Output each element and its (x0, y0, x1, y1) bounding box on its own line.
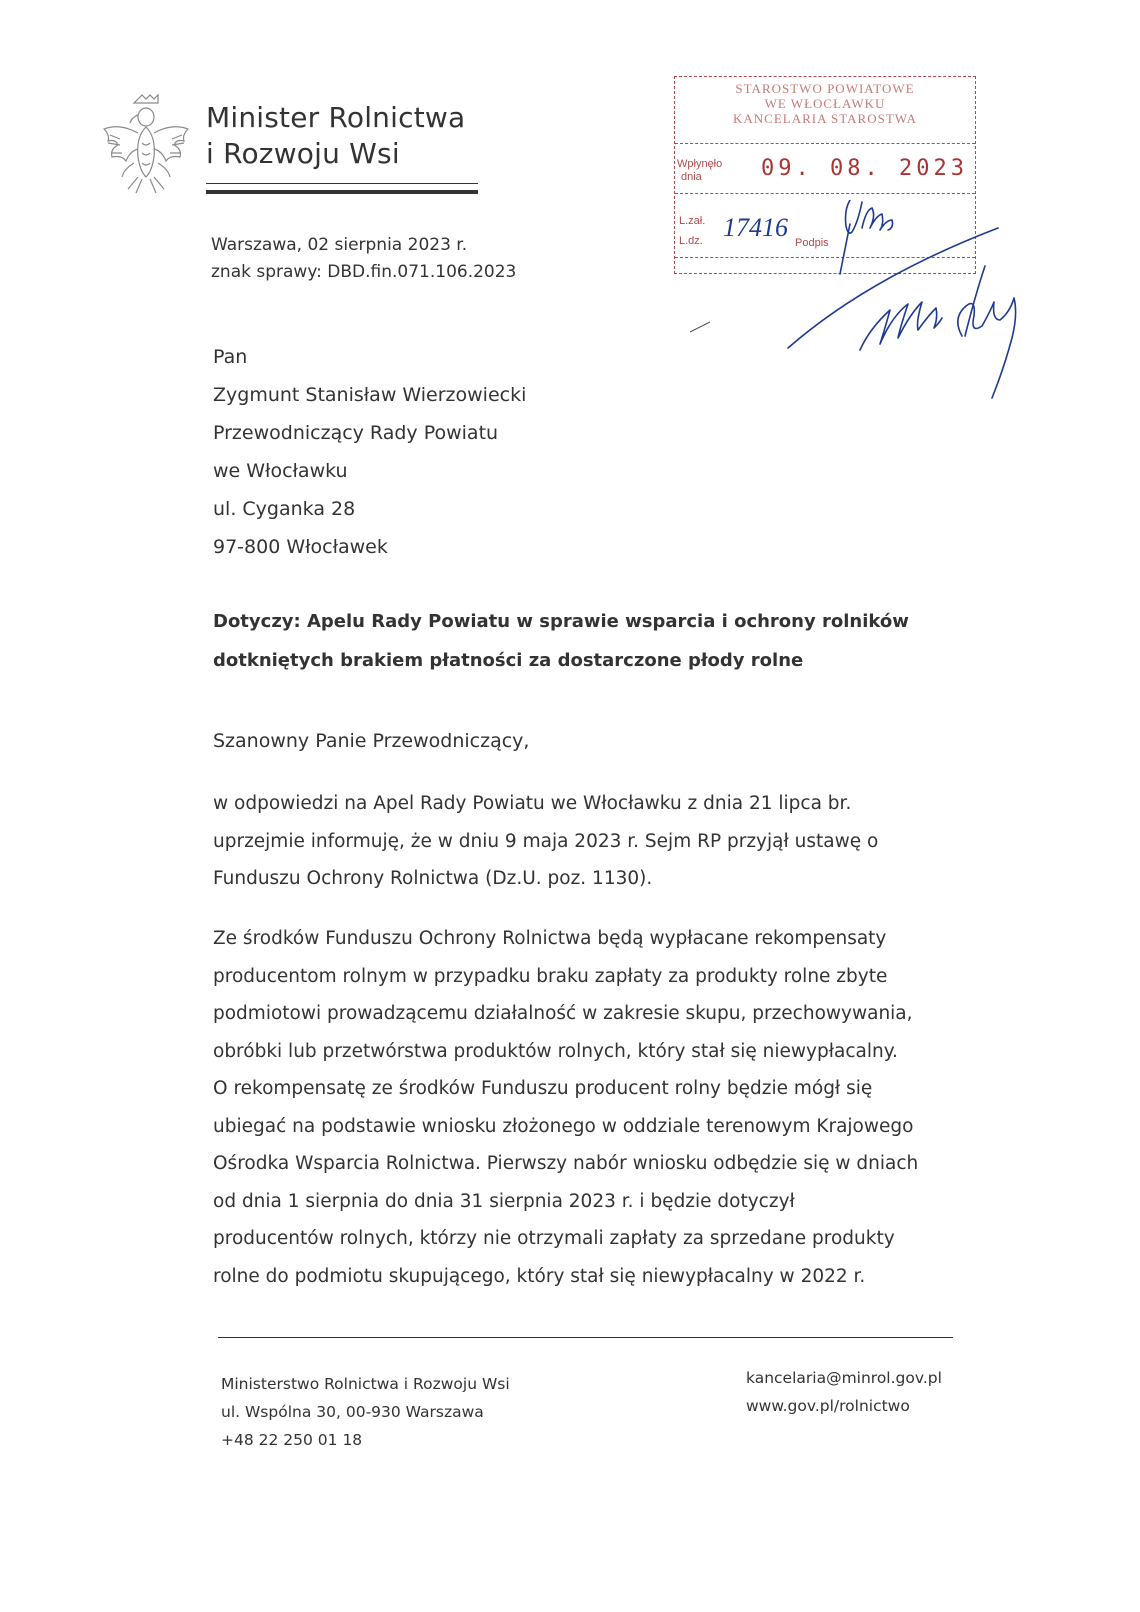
letter-subject (213, 602, 909, 680)
footer-email: kancelaria@minrol.gov.pl (746, 1369, 942, 1387)
ministry-title-line1: Minister Rolnictwa (206, 101, 466, 134)
subject-line2: dotkniętych brakiem płatności za dostarczone płody rolne (213, 650, 804, 671)
paragraph-line: Ośrodka Wsparcia Rolnictwa. Pierwszy nabór wniosku odbędzie się w dniach (213, 1153, 919, 1174)
paragraph-line: Ze środków Funduszu Ochrony Rolnictwa będą wypłacane rekompensaty (213, 928, 887, 949)
eagle-emblem-icon (98, 93, 194, 199)
paragraph-line: ubiegać na podstawie wniosku złożonego w oddziale terenowym Krajowego (213, 1115, 914, 1137)
recipient-name: Zygmunt Stanisław Wierzowiecki (213, 384, 527, 406)
footer-address: ul. Wspólna 30, 00-930 Warszawa (221, 1403, 484, 1421)
ministry-title (206, 100, 465, 172)
recipient-street: ul. Cyganka 28 (213, 498, 356, 520)
stamp-sign-label: Podpis (795, 237, 829, 249)
paragraph-line: w odpowiedzi na Apel Rady Powiatu we Włocławku z dnia 21 lipca br. (213, 793, 852, 814)
footer-contact (221, 1370, 510, 1454)
recipient-salutation: Pan (213, 346, 248, 368)
stamp-received-label-1: Wpłynęło (677, 158, 723, 170)
letter-salutation: Szanowny Panie Przewodniczący, (213, 730, 530, 752)
paragraph-line: O rekompensatę ze środków Funduszu producent rolny będzie mógł się (213, 1078, 873, 1099)
paragraph-line: producentów rolnych, którzy nie otrzymali zapłaty za sprzedane produkty (213, 1228, 895, 1249)
footer-online (746, 1364, 942, 1420)
paragraph-line: od dnia 1 sierpnia do dnia 31 sierpnia 2023 r. i będzie dotyczył (213, 1190, 795, 1212)
recipient-city: 97-800 Włocławek (213, 536, 388, 558)
stamp-ldz-number: 17416 (723, 213, 788, 242)
paragraph-line: uprzejmie informuję, że w dniu 9 maja 2023 r. Sejm RP przyjął ustawę o (213, 830, 879, 852)
recipient-location: we Włocławku (213, 460, 348, 482)
stamp-line2: WE WŁOCŁAWKU (764, 96, 886, 111)
handwritten-signature-icon (640, 200, 1060, 460)
paragraph-line: producentom rolnym w przypadku braku zapłaty za produkty rolne zbyte (213, 965, 888, 987)
recipient-address (213, 338, 526, 566)
paragraph-line: Funduszu Ochrony Rolnictwa (Dz.U. poz. 1130). (213, 868, 653, 889)
header-rule-thick (206, 190, 478, 194)
subject-line1: Dotyczy: Apelu Rady Powiatu w sprawie wsparcia i ochrony rolników (213, 611, 909, 632)
stamp-ldz-label: L.dz. (679, 235, 703, 247)
footer-website: www.gov.pl/rolnictwo (746, 1397, 910, 1415)
paragraph-2 (213, 920, 918, 1295)
paragraph-line: podmiotowi prowadzącemu działalność w zakresie skupu, przechowywania, (213, 1003, 913, 1024)
footer-rule (218, 1337, 953, 1338)
footer-phone: +48 22 250 01 18 (221, 1431, 363, 1449)
footer-org: Ministerstwo Rolnictwa i Rozwoju Wsi (221, 1375, 510, 1393)
paragraph-line: rolne do podmiotu skupującego, który stał się niewypłacalny w 2022 r. (213, 1265, 866, 1287)
place-date: Warszawa, 02 sierpnia 2023 r. (211, 235, 468, 255)
stamp-line1: STAROSTWO POWIATOWE (735, 81, 915, 96)
case-number: znak sprawy: DBD.fin.071.106.2023 (211, 262, 517, 282)
letter-meta (211, 232, 516, 286)
ministry-title-line2: i Rozwoju Wsi (206, 137, 400, 170)
paragraph-line: obróbki lub przetwórstwa produktów rolnych, który stał się niewypłacalny. (213, 1040, 898, 1062)
header-rule-thin (206, 183, 478, 184)
stamp-received-label-2: dnia (681, 171, 702, 183)
stamp-received-date: 09. 08. 2023 (761, 156, 968, 181)
recipient-title: Przewodniczący Rady Powiatu (213, 422, 499, 444)
stamp-line3: KANCELARIA STAROSTWA (733, 111, 917, 126)
stamp-zal-label: L.zał. (679, 215, 706, 227)
paragraph-1 (213, 785, 878, 898)
